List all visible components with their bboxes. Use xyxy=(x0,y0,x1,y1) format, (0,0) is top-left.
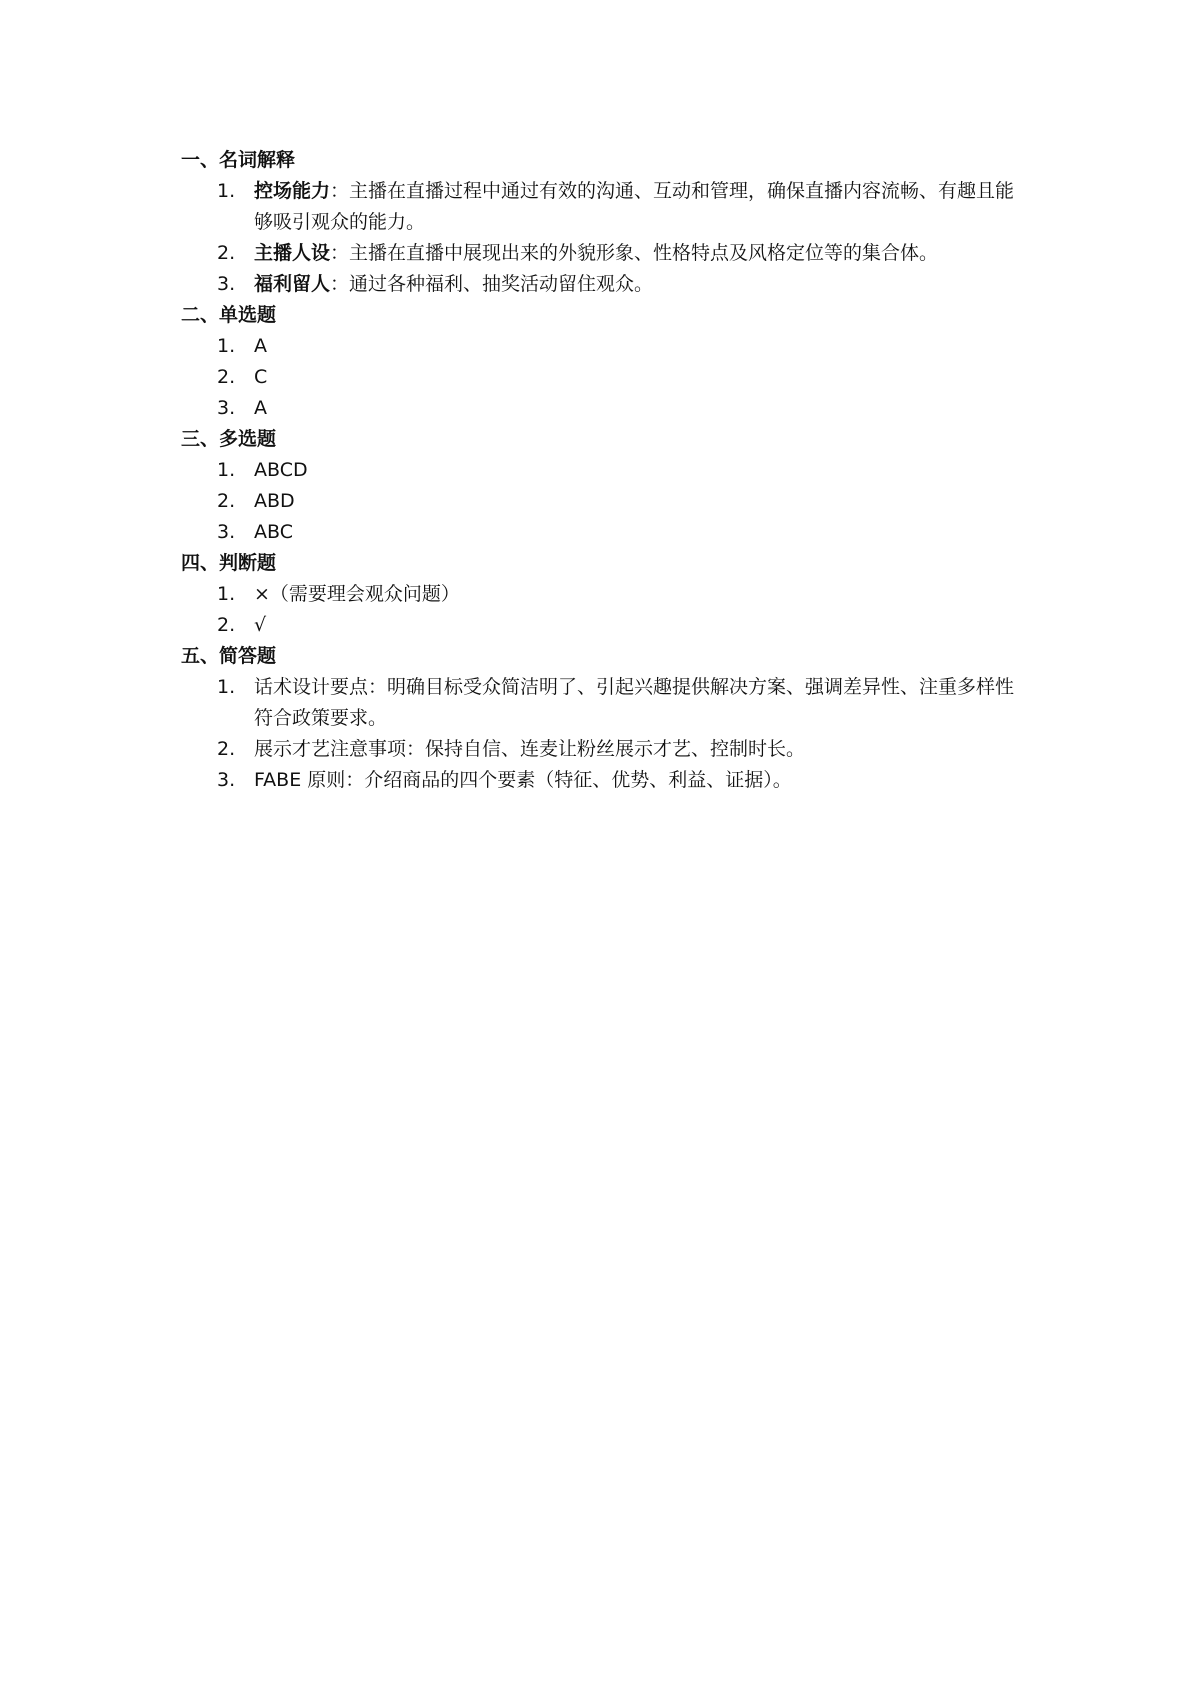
section-heading: 三、多选题 xyxy=(181,428,277,450)
list-item xyxy=(181,362,1031,393)
section-glossary xyxy=(181,145,1031,300)
answer-key-content xyxy=(181,145,1031,796)
item-definition: ：主播在直播中展现出来的外貌形象、性格特点及风格定位等的集合体。 xyxy=(330,242,939,264)
item-text: A xyxy=(254,335,267,357)
list-item xyxy=(181,734,1031,765)
section-short-answer xyxy=(181,641,1031,796)
list-item xyxy=(181,765,1031,796)
item-text xyxy=(254,176,1031,238)
item-text: C xyxy=(254,366,268,388)
list-item xyxy=(181,331,1031,362)
item-number: 2. xyxy=(217,738,236,760)
list-item xyxy=(181,455,1031,486)
item-text: ABD xyxy=(254,490,295,512)
item-text: ×（需要理会观众问题） xyxy=(254,583,460,605)
section-heading: 一、名词解释 xyxy=(181,149,296,171)
item-text: A xyxy=(254,397,267,419)
item-number: 1. xyxy=(217,676,236,698)
list-item xyxy=(181,579,1031,610)
list-item xyxy=(181,486,1031,517)
item-number: 3. xyxy=(217,273,236,295)
list-item xyxy=(181,610,1031,641)
item-number: 1. xyxy=(217,583,236,605)
list-item xyxy=(181,176,1031,238)
item-text: ABC xyxy=(254,521,293,543)
section-heading: 五、简答题 xyxy=(181,645,277,667)
item-number: 2. xyxy=(217,490,236,512)
section-multiple-choice xyxy=(181,424,1031,548)
section-heading: 二、单选题 xyxy=(181,304,277,326)
item-text xyxy=(254,269,1031,300)
list-item xyxy=(181,269,1031,300)
list-item xyxy=(181,393,1031,424)
item-text: ABCD xyxy=(254,459,308,481)
item-text: FABE 原则：介绍商品的四个要素（特征、优势、利益、证据）。 xyxy=(254,769,792,791)
item-number: 3. xyxy=(217,521,236,543)
item-number: 1. xyxy=(217,459,236,481)
item-term: 控场能力 xyxy=(254,180,331,202)
item-definition: ：主播在直播过程中通过有效的沟通、互动和管理，确保直播内容流畅、有趣且能够吸引观众的能力。 xyxy=(254,180,1015,233)
item-definition: ：通过各种福利、抽奖活动留住观众。 xyxy=(330,273,654,295)
list-item xyxy=(181,672,1031,734)
list-item xyxy=(181,517,1031,548)
item-text xyxy=(254,238,1031,269)
section-heading: 四、判断题 xyxy=(181,552,277,574)
item-number: 2. xyxy=(217,242,236,264)
item-term: 福利留人 xyxy=(254,273,331,295)
item-text: 展示才艺注意事项：保持自信、连麦让粉丝展示才艺、控制时长。 xyxy=(254,738,806,760)
item-text: √ xyxy=(254,614,267,636)
list-item xyxy=(181,238,1031,269)
item-number: 3. xyxy=(217,769,236,791)
section-single-choice xyxy=(181,300,1031,424)
item-number: 2. xyxy=(217,366,236,388)
item-number: 1. xyxy=(217,335,236,357)
item-number: 3. xyxy=(217,397,236,419)
item-text: 话术设计要点：明确目标受众简洁明了、引起兴趣提供解决方案、强调差异性、注重多样性符合政策要求。 xyxy=(254,676,1015,729)
section-true-false xyxy=(181,548,1031,641)
item-number: 1. xyxy=(217,180,236,202)
item-number: 2. xyxy=(217,614,236,636)
item-term: 主播人设 xyxy=(254,242,331,264)
